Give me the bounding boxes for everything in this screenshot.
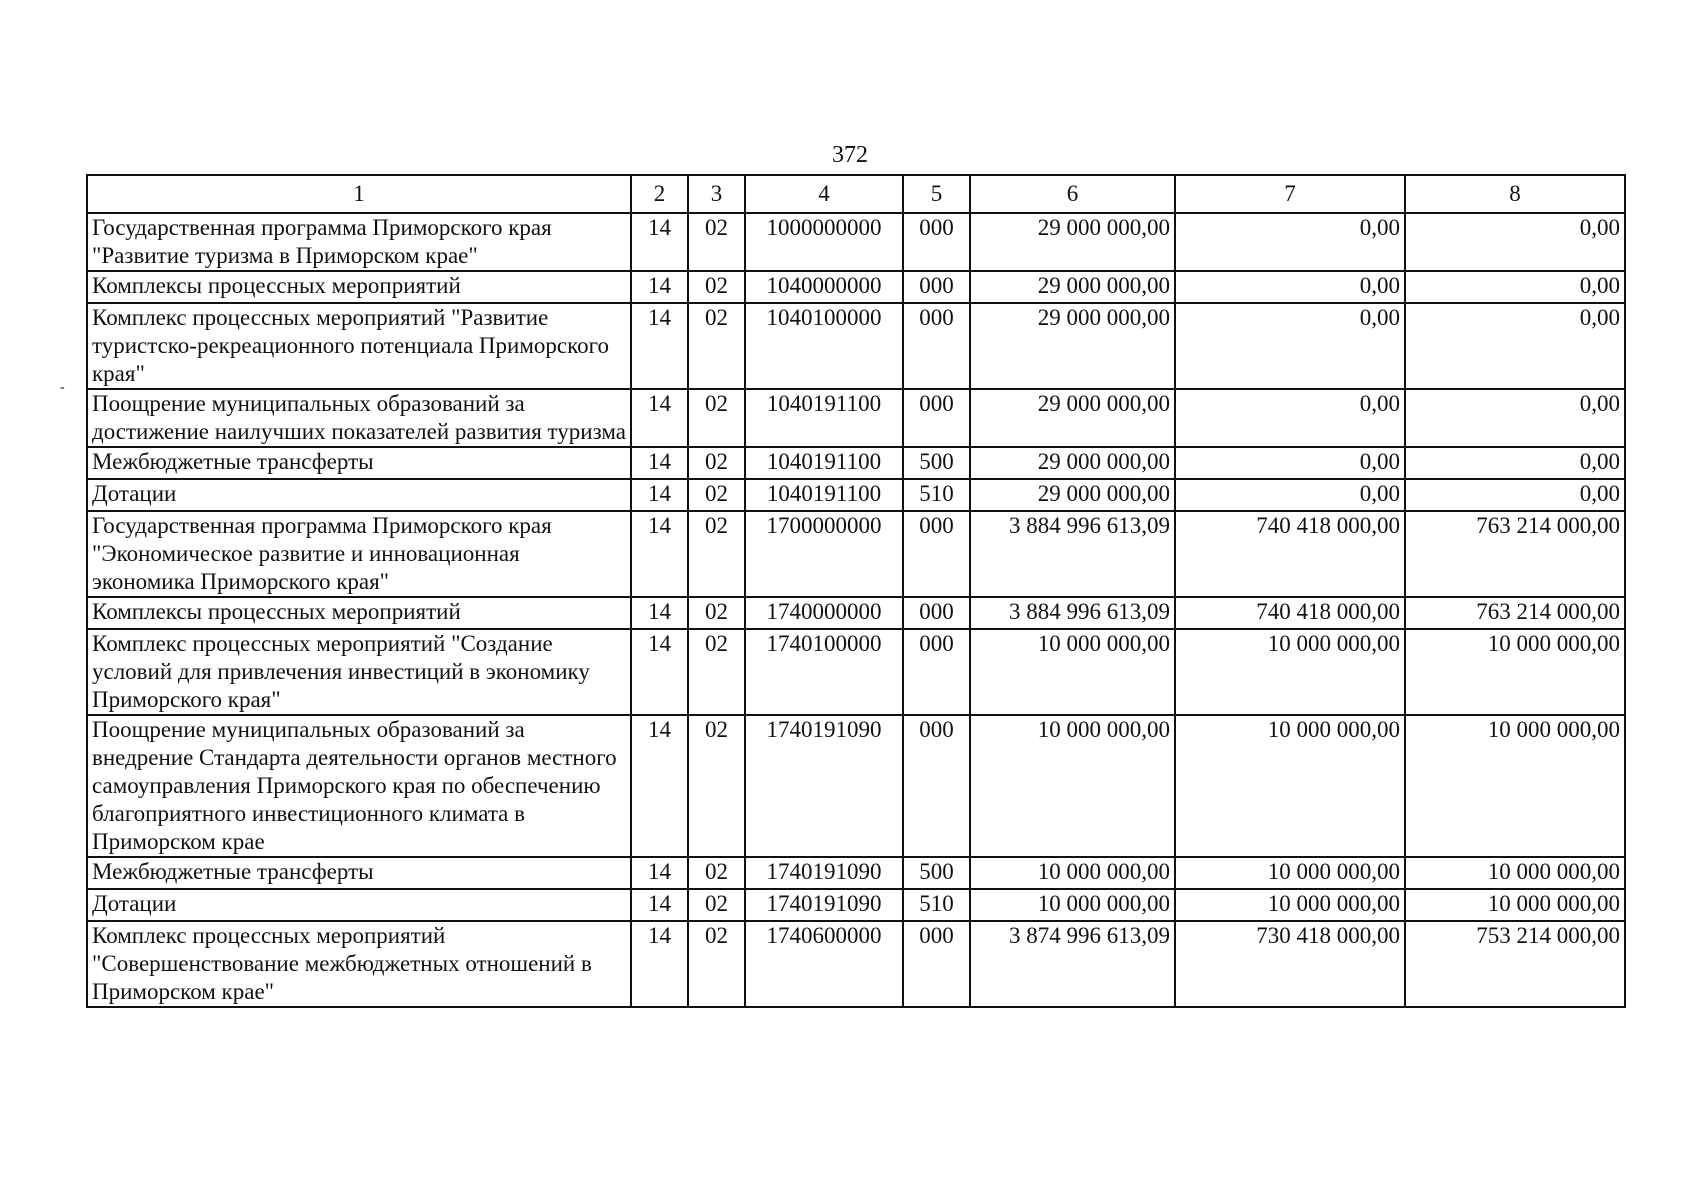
subsection-code: 02 <box>688 479 745 511</box>
target-code: 1740600000 <box>745 921 903 1007</box>
section-code: 14 <box>631 303 688 389</box>
item-name: Межбюджетные трансферты <box>87 447 631 479</box>
amount-col8: 763 214 000,00 <box>1405 511 1625 597</box>
subsection-code: 02 <box>688 213 745 271</box>
table-row <box>87 857 1625 889</box>
expense-type-code: 000 <box>903 511 970 597</box>
table-row <box>87 447 1625 479</box>
amount-col6: 29 000 000,00 <box>970 303 1175 389</box>
expense-type-code: 000 <box>903 629 970 715</box>
amount-col8: 10 000 000,00 <box>1405 715 1625 857</box>
table-row <box>87 271 1625 303</box>
amount-col6: 29 000 000,00 <box>970 447 1175 479</box>
amount-col7: 10 000 000,00 <box>1175 857 1405 889</box>
section-code: 14 <box>631 213 688 271</box>
amount-col6: 10 000 000,00 <box>970 715 1175 857</box>
subsection-code: 02 <box>688 629 745 715</box>
section-code: 14 <box>631 271 688 303</box>
amount-col8: 0,00 <box>1405 213 1625 271</box>
amount-col7: 0,00 <box>1175 303 1405 389</box>
table-row <box>87 629 1625 715</box>
section-code: 14 <box>631 921 688 1007</box>
subsection-code: 02 <box>688 511 745 597</box>
amount-col6: 29 000 000,00 <box>970 213 1175 271</box>
amount-col8: 0,00 <box>1405 389 1625 447</box>
target-code: 1040191100 <box>745 389 903 447</box>
subsection-code: 02 <box>688 447 745 479</box>
target-code: 1740191090 <box>745 889 903 921</box>
amount-col8: 10 000 000,00 <box>1405 889 1625 921</box>
expense-type-code: 000 <box>903 389 970 447</box>
amount-col6: 3 884 996 613,09 <box>970 511 1175 597</box>
target-code: 1040191100 <box>745 479 903 511</box>
amount-col8: 0,00 <box>1405 447 1625 479</box>
expense-type-code: 500 <box>903 857 970 889</box>
amount-col6: 29 000 000,00 <box>970 389 1175 447</box>
item-name: Межбюджетные трансферты <box>87 857 631 889</box>
target-code: 1740191090 <box>745 715 903 857</box>
item-name: Государственная программа Приморского края "Развитие туризма в Приморском крае" <box>87 213 631 271</box>
target-code: 1040191100 <box>745 447 903 479</box>
section-code: 14 <box>631 511 688 597</box>
amount-col6: 10 000 000,00 <box>970 889 1175 921</box>
amount-col8: 10 000 000,00 <box>1405 629 1625 715</box>
section-code: 14 <box>631 889 688 921</box>
item-name: Комплекс процессных мероприятий "Создание условий для привлечения инвестиций в экономику Приморского края" <box>87 629 631 715</box>
target-code: 1740191090 <box>745 857 903 889</box>
amount-col7: 0,00 <box>1175 213 1405 271</box>
expense-type-code: 000 <box>903 271 970 303</box>
amount-col8: 10 000 000,00 <box>1405 857 1625 889</box>
item-name: Комплексы процессных мероприятий <box>87 271 631 303</box>
budget-table <box>86 174 1626 1008</box>
column-header: 4 <box>745 175 903 213</box>
item-name: Государственная программа Приморского края "Экономическое развитие и инновационная экономика Приморского края" <box>87 511 631 597</box>
column-header: 2 <box>631 175 688 213</box>
item-name: Комплекс процессных мероприятий "Совершенствование межбюджетных отношений в Приморском крае" <box>87 921 631 1007</box>
table-row <box>87 511 1625 597</box>
subsection-code: 02 <box>688 715 745 857</box>
column-header: 5 <box>903 175 970 213</box>
section-code: 14 <box>631 597 688 629</box>
subsection-code: 02 <box>688 303 745 389</box>
amount-col7: 0,00 <box>1175 271 1405 303</box>
subsection-code: 02 <box>688 597 745 629</box>
table-row <box>87 889 1625 921</box>
amount-col6: 29 000 000,00 <box>970 479 1175 511</box>
amount-col8: 753 214 000,00 <box>1405 921 1625 1007</box>
subsection-code: 02 <box>688 921 745 1007</box>
target-code: 1040100000 <box>745 303 903 389</box>
expense-type-code: 000 <box>903 921 970 1007</box>
table-row <box>87 479 1625 511</box>
amount-col6: 3 884 996 613,09 <box>970 597 1175 629</box>
margin-mark: - <box>60 380 65 395</box>
amount-col7: 10 000 000,00 <box>1175 629 1405 715</box>
table-row <box>87 303 1625 389</box>
amount-col6: 10 000 000,00 <box>970 857 1175 889</box>
subsection-code: 02 <box>688 857 745 889</box>
amount-col8: 0,00 <box>1405 479 1625 511</box>
column-header: 6 <box>970 175 1175 213</box>
header-row <box>87 175 1625 213</box>
subsection-code: 02 <box>688 389 745 447</box>
expense-type-code: 500 <box>903 447 970 479</box>
expense-type-code: 510 <box>903 479 970 511</box>
table-row <box>87 389 1625 447</box>
amount-col7: 10 000 000,00 <box>1175 715 1405 857</box>
table-row <box>87 213 1625 271</box>
target-code: 1740100000 <box>745 629 903 715</box>
amount-col7: 10 000 000,00 <box>1175 889 1405 921</box>
target-code: 1700000000 <box>745 511 903 597</box>
subsection-code: 02 <box>688 271 745 303</box>
amount-col7: 0,00 <box>1175 389 1405 447</box>
expense-type-code: 000 <box>903 213 970 271</box>
section-code: 14 <box>631 389 688 447</box>
amount-col7: 740 418 000,00 <box>1175 511 1405 597</box>
column-header: 1 <box>87 175 631 213</box>
amount-col7: 0,00 <box>1175 479 1405 511</box>
expense-type-code: 000 <box>903 597 970 629</box>
section-code: 14 <box>631 447 688 479</box>
amount-col7: 740 418 000,00 <box>1175 597 1405 629</box>
item-name: Поощрение муниципальных образований за внедрение Стандарта деятельности органов местного самоуправления Приморского края по обеспечению благоприятного инвестиционного климата в Приморском крае <box>87 715 631 857</box>
section-code: 14 <box>631 629 688 715</box>
amount-col8: 0,00 <box>1405 271 1625 303</box>
page-number: 372 <box>832 142 868 168</box>
target-code: 1740000000 <box>745 597 903 629</box>
item-name: Поощрение муниципальных образований за достижение наилучших показателей развития туризма <box>87 389 631 447</box>
item-name: Дотации <box>87 889 631 921</box>
amount-col6: 29 000 000,00 <box>970 271 1175 303</box>
column-header: 3 <box>688 175 745 213</box>
target-code: 1040000000 <box>745 271 903 303</box>
section-code: 14 <box>631 715 688 857</box>
table-row <box>87 715 1625 857</box>
section-code: 14 <box>631 857 688 889</box>
column-header: 7 <box>1175 175 1405 213</box>
amount-col6: 3 874 996 613,09 <box>970 921 1175 1007</box>
amount-col6: 10 000 000,00 <box>970 629 1175 715</box>
subsection-code: 02 <box>688 889 745 921</box>
amount-col8: 0,00 <box>1405 303 1625 389</box>
amount-col7: 730 418 000,00 <box>1175 921 1405 1007</box>
expense-type-code: 000 <box>903 303 970 389</box>
table-row <box>87 597 1625 629</box>
column-header: 8 <box>1405 175 1625 213</box>
target-code: 1000000000 <box>745 213 903 271</box>
item-name: Дотации <box>87 479 631 511</box>
amount-col8: 763 214 000,00 <box>1405 597 1625 629</box>
expense-type-code: 510 <box>903 889 970 921</box>
section-code: 14 <box>631 479 688 511</box>
table-row <box>87 921 1625 1007</box>
amount-col7: 0,00 <box>1175 447 1405 479</box>
item-name: Комплексы процессных мероприятий <box>87 597 631 629</box>
expense-type-code: 000 <box>903 715 970 857</box>
item-name: Комплекс процессных мероприятий "Развитие туристско-рекреационного потенциала Приморского края" <box>87 303 631 389</box>
